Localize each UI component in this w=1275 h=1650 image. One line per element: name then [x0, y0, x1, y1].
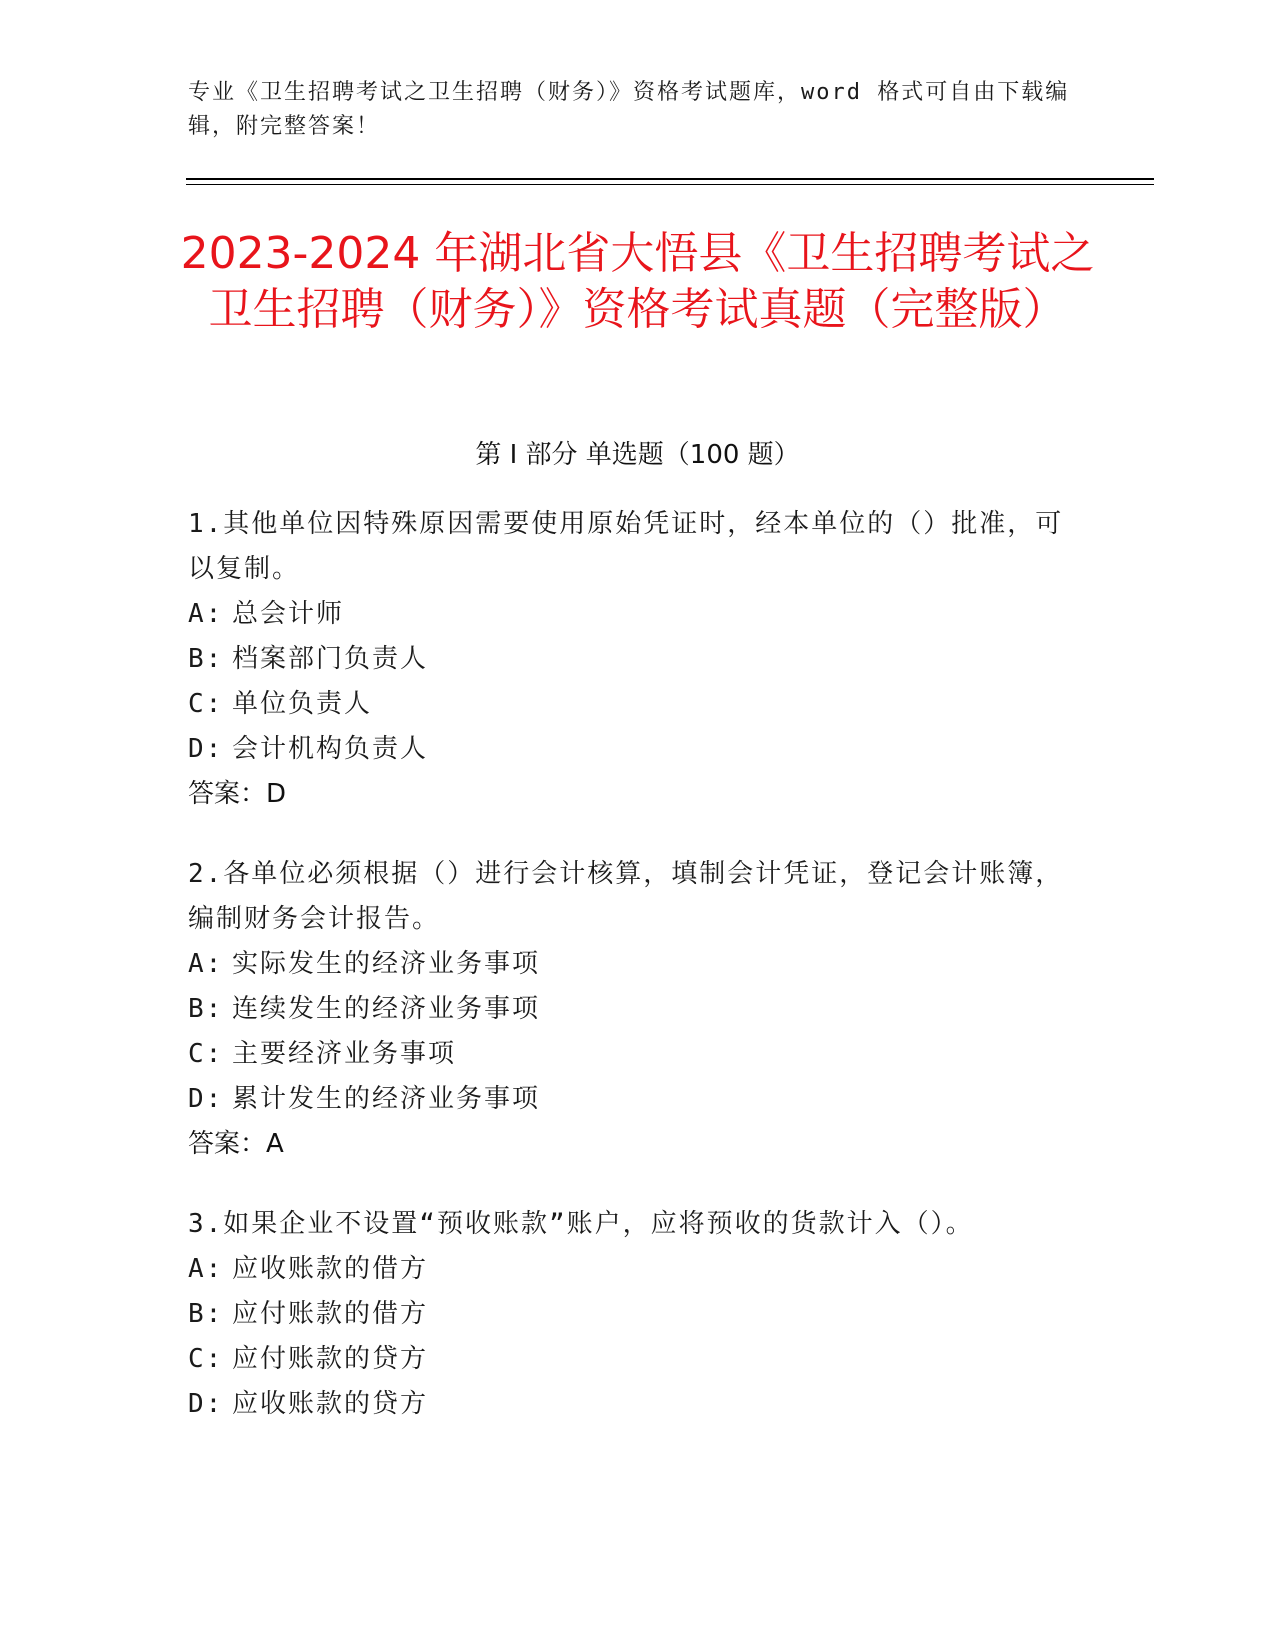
question-2 [188, 852, 1068, 1167]
question-stem: 1.其他单位因特殊原因需要使用原始凭证时，经本单位的（）批准，可以复制。 [188, 509, 1064, 584]
answer: 答案：D [188, 779, 287, 809]
option-key: A: [188, 949, 224, 979]
option-a [188, 942, 1068, 987]
option-key: C: [188, 689, 224, 719]
question-1 [188, 502, 1068, 817]
option-d [188, 1382, 1068, 1427]
document-title: 2023-2024 年湖北省大悟县《卫生招聘考试之卫生招聘（财务）》资格考试真题（完整版） [180, 228, 1095, 335]
option-text: 总会计师 [232, 599, 345, 629]
option-text: 应收账款的借方 [232, 1254, 429, 1284]
option-text: 单位负责人 [232, 689, 373, 719]
header-divider-thick [186, 178, 1154, 180]
option-key: D: [188, 734, 224, 764]
option-text: 应付账款的贷方 [232, 1344, 429, 1374]
option-c [188, 1032, 1068, 1077]
option-d [188, 727, 1068, 772]
option-a [188, 1247, 1068, 1292]
option-c [188, 682, 1068, 727]
option-c [188, 1337, 1068, 1382]
header-note: 专业《卫生招聘考试之卫生招聘（财务）》资格考试题库，word 格式可自由下载编辑，附完整答案！ [188, 80, 1070, 139]
option-a [188, 592, 1068, 637]
option-key: A: [188, 1254, 224, 1284]
option-text: 主要经济业务事项 [232, 1039, 457, 1069]
option-b [188, 637, 1068, 682]
option-text: 连续发生的经济业务事项 [232, 994, 541, 1024]
option-b [188, 987, 1068, 1032]
option-b [188, 1292, 1068, 1337]
question-stem: 2.各单位必须根据（）进行会计核算，填制会计凭证，登记会计账簿，编制财务会计报告。 [188, 859, 1064, 934]
header-divider-thin [186, 184, 1154, 185]
question-stem: 3.如果企业不设置“预收账款”账户，应将预收的货款计入（）。 [188, 1209, 974, 1239]
option-key: B: [188, 644, 224, 674]
option-d [188, 1077, 1068, 1122]
option-key: D: [188, 1084, 224, 1114]
option-text: 档案部门负责人 [232, 644, 429, 674]
option-text: 累计发生的经济业务事项 [232, 1084, 541, 1114]
option-key: C: [188, 1344, 224, 1374]
option-text: 应付账款的借方 [232, 1299, 429, 1329]
option-text: 实际发生的经济业务事项 [232, 949, 541, 979]
option-key: B: [188, 994, 224, 1024]
option-key: B: [188, 1299, 224, 1329]
option-text: 应收账款的贷方 [232, 1389, 429, 1419]
answer: 答案：A [188, 1129, 284, 1159]
option-key: A: [188, 599, 224, 629]
option-key: D: [188, 1389, 224, 1419]
option-text: 会计机构负责人 [232, 734, 429, 764]
option-key: C: [188, 1039, 224, 1069]
section-heading: 第 I 部分 单选题（100 题） [475, 440, 800, 470]
question-3 [188, 1202, 1068, 1427]
